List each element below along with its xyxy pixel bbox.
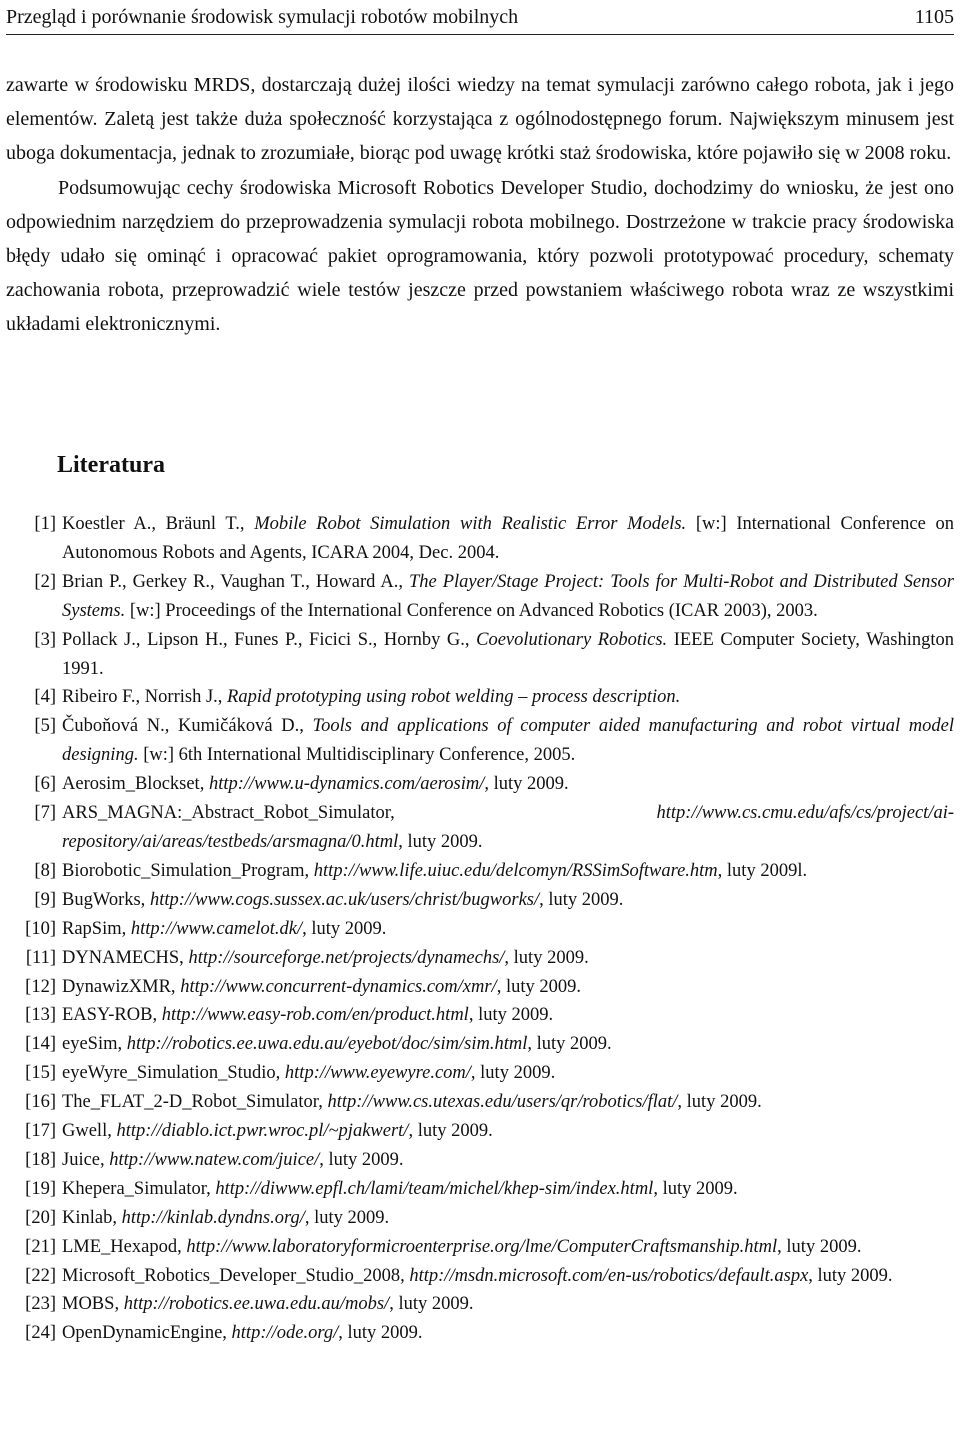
reference-text: [56, 683, 954, 712]
reference-item: [6, 915, 954, 944]
reference-text: [56, 857, 954, 886]
reference-text: [56, 1262, 954, 1291]
reference-number: [3]: [34, 629, 56, 650]
paragraph-2: Podsumowując cechy środowiska Microsoft Robotics Developer Studio, dochodzimy do wniosku, że jest ono odpowiednim narzędziem do przeprowadzenia symulacji robota mobilnego. Dostrzeżone w trakcie pracy środowiska błędy udało się ominąć i opracować pakiet oprogramowania, który pozwoli prototypować procedury, schematy zachowania robota, przeprowadzić wiele testów jeszcze przed powstaniem właściwego robota wraz ze wszystkimi układami elektronicznymi.: [6, 176, 954, 336]
reference-details: , luty 2009.: [777, 1236, 862, 1257]
reference-details: , luty 2009.: [496, 976, 581, 997]
reference-item: [6, 568, 954, 626]
reference-details: , luty 2009.: [470, 1063, 556, 1084]
reference-item: [6, 1262, 954, 1291]
reference-link[interactable]: http://www.eyewyre.com/: [284, 1063, 471, 1084]
reference-item: [6, 973, 954, 1002]
reference-number: [13]: [25, 1005, 56, 1026]
reference-number: [12]: [25, 976, 56, 997]
reference-item: [6, 683, 954, 712]
reference-item: [6, 1175, 954, 1204]
reference-number: [1]: [34, 514, 56, 534]
reference-title: The Player/Stage Project: Tools for Multi-Robot and Distributed Sensor Systems.: [62, 571, 954, 621]
reference-text: [56, 568, 954, 626]
reference-authors: DYNAMECHS,: [62, 947, 189, 968]
reference-number: [15]: [25, 1063, 56, 1084]
reference-link[interactable]: http://www.life.uiuc.edu/delcomyn/RSSimSoftware.htm: [313, 860, 718, 881]
reference-authors: Aerosim_Blockset,: [62, 774, 209, 795]
reference-list: [6, 510, 954, 1348]
reference-item: [6, 1030, 954, 1059]
reference-number: [6]: [34, 774, 56, 795]
reference-link[interactable]: http://www.cs.utexas.edu/users/qr/robotics/flat/: [327, 1092, 678, 1113]
reference-details: , luty 2009.: [319, 1149, 404, 1170]
reference-link[interactable]: http://www.cs.cmu.edu/afs/cs/project/ai-repository/ai/areas/testbeds/arsmagna/0.html: [62, 803, 954, 852]
reference-link[interactable]: http://www.concurrent-dynamics.com/xmr/: [180, 976, 497, 997]
reference-authors: Brian P., Gerkey R., Vaughan T., Howard A.,: [62, 571, 409, 592]
reference-details: , luty 2009.: [338, 1323, 423, 1344]
reference-title: Coevolutionary Robotics.: [476, 629, 668, 650]
reference-text: [56, 1001, 954, 1030]
reference-number: [20]: [25, 1207, 56, 1228]
reference-item: [6, 1290, 954, 1319]
page-number: 1105: [914, 5, 954, 28]
reference-item: [6, 1059, 954, 1088]
reference-authors: The_FLAT_2-D_Robot_Simulator,: [62, 1092, 328, 1113]
reference-text: [56, 510, 954, 568]
reference-item: [6, 857, 954, 886]
reference-authors: Ribeiro F., Norrish J.,: [62, 687, 228, 708]
reference-text: [56, 973, 954, 1002]
reference-link[interactable]: http://www.u-dynamics.com/aerosim/: [208, 774, 485, 795]
paragraph-1: zawarte w środowisku MRDS, dostarczają dużej ilości wiedzy na temat symulacji zarówno całego robota, jak i jego elementów. Zaletą jest także duża społeczność korzystająca z ogólnodostępnego forum. Największym minusem jest uboga dokumentacja, jednak to zrozumiałe, biorąc pod uwagę krótki staż środowiska, które pojawiło się w 2008 roku.: [6, 74, 954, 165]
reference-item: [6, 944, 954, 973]
reference-title: Tools and applications of computer aided manufacturing and robot virtual model designing.: [62, 716, 954, 766]
reference-item: [6, 886, 954, 915]
reference-details: , luty 2009.: [484, 774, 569, 795]
reference-number: [8]: [34, 860, 56, 881]
reference-link[interactable]: http://msdn.microsoft.com/en-us/robotics/default.aspx: [409, 1265, 809, 1286]
reference-details: , luty 2009.: [304, 1207, 390, 1228]
reference-link[interactable]: http://robotics.ee.uwa.edu.au/mobs/: [123, 1294, 390, 1315]
reference-details: , luty 2009.: [527, 1034, 612, 1055]
reference-text: [56, 712, 954, 770]
reference-text: [56, 1146, 954, 1175]
reference-item: [6, 799, 954, 857]
reference-details: , luty 2009.: [504, 947, 589, 968]
reference-number: [10]: [25, 918, 56, 939]
reference-text: [56, 1059, 954, 1088]
reference-authors: Kinlab,: [62, 1207, 122, 1228]
reference-authors: RapSim,: [62, 918, 131, 939]
reference-authors: EASY-ROB,: [62, 1005, 162, 1026]
reference-authors: Microsoft_Robotics_Developer_Studio_2008,: [62, 1265, 410, 1286]
reference-link[interactable]: http://kinlab.dyndns.org/: [121, 1207, 305, 1228]
reference-details: , luty 2009.: [302, 918, 387, 939]
reference-number: [5]: [34, 716, 56, 737]
reference-text: [56, 1117, 954, 1146]
reference-details: , luty 2009.: [408, 1121, 493, 1142]
reference-authors: eyeSim,: [62, 1034, 127, 1055]
body-text: [6, 68, 954, 342]
reference-authors: LME_Hexapod,: [62, 1236, 187, 1257]
reference-authors: Koestler A., Bräunl T.,: [62, 514, 255, 534]
reference-number: [22]: [25, 1265, 56, 1286]
reference-authors: Khepera_Simulator,: [62, 1178, 216, 1199]
reference-number: [21]: [25, 1236, 56, 1257]
reference-number: [11]: [25, 947, 56, 968]
reference-authors: MOBS,: [62, 1294, 124, 1315]
reference-text: [56, 626, 954, 684]
reference-link[interactable]: http://www.natew.com/juice/: [109, 1149, 320, 1170]
reference-item: [6, 1204, 954, 1233]
reference-item: [6, 1088, 954, 1117]
reference-number: [17]: [25, 1121, 56, 1142]
reference-details: , luty 2009.: [389, 1294, 474, 1315]
reference-item: [6, 770, 954, 799]
reference-link[interactable]: http://www.laboratoryformicroenterprise.org/lme/ComputerCraftsmanship.html: [186, 1236, 778, 1257]
reference-item: [6, 626, 954, 684]
literature-heading: Literatura: [57, 452, 165, 478]
reference-item: [6, 510, 954, 568]
reference-details: , luty 2009.: [653, 1178, 738, 1199]
reference-link[interactable]: http://sourceforge.net/projects/dynamechs/: [188, 947, 505, 968]
reference-details: , luty 2009.: [398, 831, 483, 852]
reference-item: [6, 1146, 954, 1175]
reference-number: [18]: [25, 1149, 56, 1170]
reference-details: , luty 2009.: [468, 1005, 554, 1026]
reference-link[interactable]: http://www.camelot.dk/: [130, 918, 303, 939]
reference-authors: Pollack J., Lipson H., Funes P., Ficici S., Hornby G.,: [62, 629, 477, 650]
header-title: Przegląd i porównanie środowisk symulacji robotów mobilnych: [6, 5, 519, 28]
reference-link[interactable]: http://diablo.ict.pwr.wroc.pl/~pjakwert/: [116, 1121, 409, 1142]
reference-item: [6, 1319, 954, 1348]
reference-authors: BugWorks,: [62, 889, 150, 910]
reference-text: [56, 1030, 954, 1059]
reference-number: [16]: [25, 1092, 56, 1113]
reference-link[interactable]: http://diwww.epfl.ch/lami/team/michel/khep-sim/index.html: [215, 1178, 654, 1199]
reference-text: [56, 1088, 954, 1117]
reference-text: [56, 1233, 954, 1262]
reference-details: , luty 2009l.: [717, 860, 808, 881]
reference-link[interactable]: http://robotics.ee.uwa.edu.au/eyebot/doc/sim/sim.html: [126, 1034, 528, 1055]
reference-item: [6, 712, 954, 770]
reference-authors: eyeWyre_Simulation_Studio,: [62, 1063, 285, 1084]
reference-link[interactable]: http://www.easy-rob.com/en/product.html: [161, 1005, 469, 1026]
reference-number: [7]: [34, 803, 56, 824]
reference-link[interactable]: http://ode.org/: [231, 1323, 339, 1344]
reference-item: [6, 1233, 954, 1262]
reference-item: [6, 1117, 954, 1146]
running-header: [6, 0, 954, 35]
reference-text: [56, 1319, 954, 1348]
reference-authors: Biorobotic_Simulation_Program,: [62, 860, 314, 881]
reference-authors: Čuboňová N., Kumičáková D.,: [62, 716, 313, 737]
reference-authors: Gwell,: [62, 1121, 117, 1142]
reference-number: [23]: [25, 1294, 56, 1315]
reference-authors: ARS_MAGNA:_Abstract_Robot_Simulator,: [62, 803, 657, 824]
reference-number: [19]: [25, 1178, 56, 1199]
reference-details: , luty 2009.: [677, 1092, 762, 1113]
reference-link[interactable]: http://www.cogs.sussex.ac.uk/users/christ/bugworks/: [149, 889, 540, 910]
reference-number: [4]: [34, 687, 56, 708]
reference-text: [56, 886, 954, 915]
reference-item: [6, 1001, 954, 1030]
reference-text: [56, 1290, 954, 1319]
reference-text: [56, 799, 954, 857]
reference-text: [56, 1175, 954, 1204]
reference-details: [w:] International Conference on Autonomous Robots and Agents, ICARA 2004, Dec. 2004.: [62, 514, 954, 563]
reference-details: [w:] Proceedings of the International Conference on Advanced Robotics (ICAR 2003), 2003.: [125, 600, 818, 621]
reference-number: [14]: [25, 1034, 56, 1055]
reference-authors: OpenDynamicEngine,: [62, 1323, 232, 1344]
reference-text: [56, 1204, 954, 1233]
reference-details: IEEE Computer Society, Washington 1991.: [62, 629, 954, 679]
reference-details: , luty 2009.: [539, 889, 624, 910]
reference-text: [56, 944, 954, 973]
reference-number: [2]: [34, 571, 56, 592]
reference-number: [9]: [34, 889, 56, 910]
reference-authors: DynawizXMR,: [62, 976, 181, 997]
reference-text: [56, 915, 954, 944]
reference-text: [56, 770, 954, 799]
reference-details: , luty 2009.: [808, 1265, 893, 1286]
reference-title: Mobile Robot Simulation with Realistic Error Models.: [254, 514, 687, 534]
reference-details: [w:] 6th International Multidisciplinary Conference, 2005.: [138, 745, 576, 766]
reference-title: Rapid prototyping using robot welding – process description.: [227, 687, 681, 708]
reference-number: [24]: [25, 1323, 56, 1344]
reference-authors: Juice,: [62, 1149, 110, 1170]
